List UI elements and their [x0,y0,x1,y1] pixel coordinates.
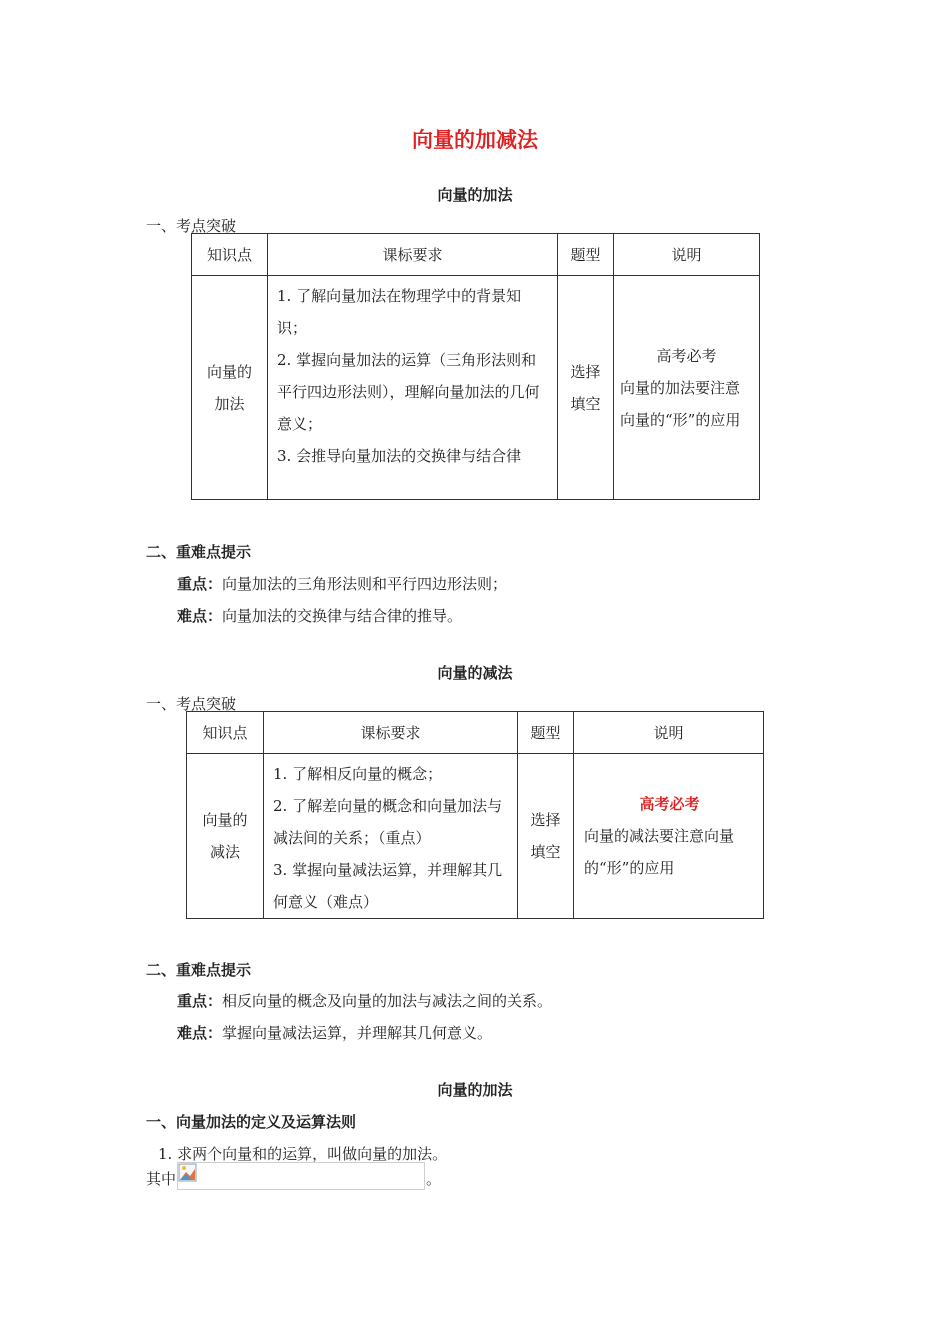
difficulty-label: 难点： [177,607,223,625]
explanation-cell [574,754,764,919]
section-title-addition-2: 向量的加法 [437,1081,513,1099]
key-point-line [177,573,507,594]
heading-key-points: 一、考点突破 [146,217,237,235]
key-point-line [177,990,552,1011]
difficulty-text: 掌握向量减法运算，并理解其几何意义。 [222,1024,493,1042]
knowledge-point-line: 减法 [209,843,240,861]
requirements-cell [268,276,558,500]
note-title: 高考必考 [656,346,717,365]
header-question-type: 题型 [558,234,614,276]
requirement-item: 3. 会推导向量加法的交换律与结合律 [277,447,522,465]
addition-table [191,233,760,500]
header-knowledge-point: 知识点 [187,712,264,754]
requirement-item: 2. 了解差向量的概念和向量加法与减法间的关系；（重点） [273,797,503,847]
key-text: 相反向量的概念及向量的加法与减法之间的关系。 [222,992,553,1010]
header-question-type: 题型 [518,712,574,754]
header-explanation: 说明 [614,234,760,276]
key-text: 向量加法的三角形法则和平行四边形法则； [222,575,508,593]
broken-image-icon [178,1163,197,1182]
subtraction-table [186,711,764,919]
question-type-line: 填空 [570,394,601,413]
heading-key-points: 一、考点突破 [146,695,237,713]
question-type-line: 选择 [570,362,601,381]
section-title-addition: 向量的加法 [437,186,513,204]
section-title-subtraction: 向量的减法 [437,664,513,682]
heading-definition: 一、向量加法的定义及运算法则 [146,1113,357,1131]
item-suffix: 。 [426,1170,442,1188]
header-curriculum-requirement: 课标要求 [268,234,558,276]
question-type-cell [518,754,574,919]
requirements-cell [264,754,518,919]
knowledge-point-cell [187,754,264,919]
key-label: 重点： [177,992,223,1010]
difficulty-label: 难点： [177,1024,223,1042]
difficulty-line [177,1022,492,1043]
requirement-item: 1. 了解向量加法在物理学中的背景知识； [277,287,522,337]
difficulty-line [177,605,462,626]
item-prefix: 其中 [146,1170,177,1188]
note-body: 向量的减法要注意向量的“形”的应用 [584,827,735,877]
knowledge-point-line: 加法 [214,394,245,413]
explanation-cell [614,276,760,500]
header-explanation: 说明 [574,712,764,754]
definition-item: 1. 求两个向量和的运算，叫做向量的加法。 [158,1145,448,1163]
requirement-item: 1. 了解相反向量的概念； [273,765,443,783]
header-knowledge-point: 知识点 [192,234,268,276]
question-type-line: 填空 [530,843,561,861]
requirement-item: 3. 掌握向量减法运算，并理解其几何意义（难点） [273,861,503,911]
key-label: 重点： [177,575,223,593]
difficulty-text: 向量加法的交换律与结合律的推导。 [222,607,463,625]
question-type-cell [558,276,614,500]
image-placeholder [177,1162,425,1190]
header-curriculum-requirement: 课标要求 [264,712,518,754]
heading-difficulties: 二、重难点提示 [146,543,252,561]
knowledge-point-line: 向量的 [202,811,248,829]
note-body: 向量的加法要注意向量的“形”的应用 [620,378,741,429]
requirement-item: 2. 掌握向量加法的运算（三角形法则和平行四边形法则），理解向量加法的几何意义； [277,351,540,433]
knowledge-point-cell [192,276,268,500]
heading-difficulties: 二、重难点提示 [146,961,252,979]
knowledge-point-line: 向量的 [206,362,252,381]
question-type-line: 选择 [530,811,561,829]
note-title: 高考必考 [639,795,700,813]
page-title: 向量的加减法 [412,128,538,152]
